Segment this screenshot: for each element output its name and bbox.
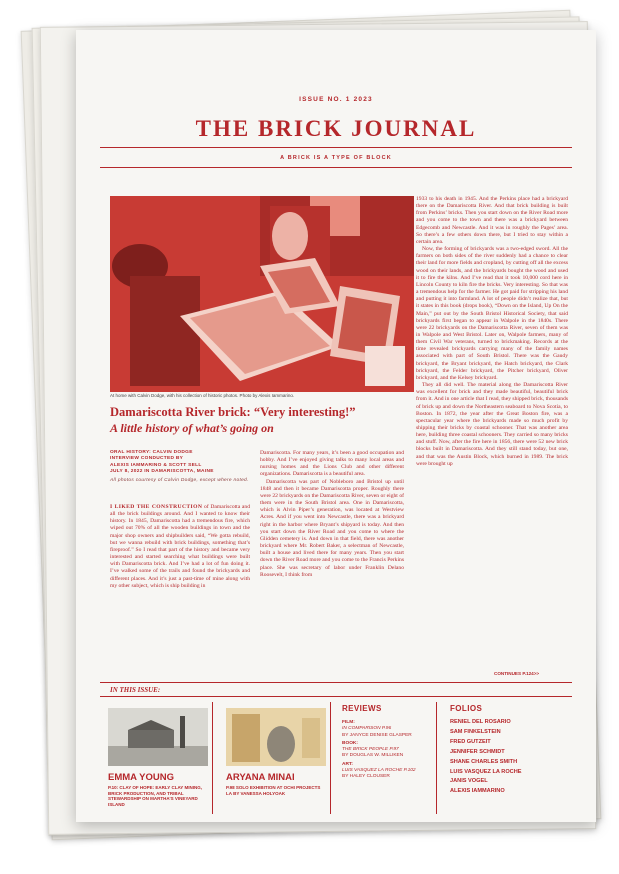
credit-line: ALEXIS IAMMARINO & SCOTT SELL bbox=[110, 462, 202, 468]
article-paragraph: Damariscotta was part of Nobleboro and Bristol up until 1848 and then it became Damariscotta proper. Roughly there were 22 brickyards on the Damariscotta River, seven or eight of them were in the South Bristol area. One in Damariscotta, which is Alvin Piper’s generation, was located at Westview Acres. And if you went into Newcastle, there was a brickyard right in the harbor where Bryant’s shipyard is today. And then you start down the River Road and you come to where the Glidden cemetery is. And down in that field, there was another brickyard where Mr. Robert Baker, a selectman of Newcastle, built a house and lived there for many years. Then you start down the River Road more and you come to the Francis Perkins place. She was secretary of labor under Franklin Delano Roosevelt, I think from bbox=[260, 478, 404, 578]
folio-name: LUIS VASQUEZ LA ROCHE bbox=[450, 768, 522, 775]
article-paragraph: 1933 to his death in 1945. And the Perkins place had a brickyard there on the Damariscotta River. And that brick building is built from Perkins’ bricks. Then you start down on the River Road more and you come to the town and there was a brickyard between Edgecomb and Newcastle. And it was in roughly the Pages’ area. So there’s a few others down there, but I tried to stay within a certain area. bbox=[416, 196, 568, 245]
masthead-title: THE BRICK JOURNAL bbox=[195, 116, 477, 141]
review-kind: FILM: bbox=[342, 720, 355, 725]
review-kind: BOOK: bbox=[342, 740, 358, 746]
clay-mining-illustration bbox=[108, 708, 208, 766]
folios-title: FOLIOS bbox=[450, 704, 483, 713]
article-subhead: A little history of what’s going on bbox=[110, 421, 274, 435]
folio-name: SHANE CHARLES SMITH bbox=[450, 758, 518, 765]
feature-name: ARYANA MINAI bbox=[226, 772, 295, 783]
folio-name: RENIEL DEL ROSARIO bbox=[450, 719, 511, 725]
newspaper-front-page bbox=[76, 30, 596, 822]
photo-caption: At home with Calvin Dodge, with his collection of historic photos. Photo by Alexis Iammarino. bbox=[110, 393, 295, 398]
review-title: THE BRICK PEOPLE P.97 bbox=[342, 747, 399, 753]
article-headline: Damariscotta River brick: “Very interesting!” bbox=[110, 405, 356, 419]
credit-line: ORAL HISTORY: CALVIN DODGE bbox=[110, 450, 193, 455]
folio-name: ALEXIS IAMMARINO bbox=[450, 788, 505, 795]
exhibition-photo bbox=[226, 708, 326, 766]
feature-name: EMMA YOUNG bbox=[108, 772, 174, 783]
masthead-rule-bottom bbox=[100, 167, 572, 168]
clay-mining-photo bbox=[108, 708, 208, 766]
article-paragraph: Now, the forming of brickyards was a two-edged sword. All the farmers on both sides of the river suddenly had a chance to clear their land for more fields and cropland, by cutting off all the excess wood on their lands, and the brickyards bought the wood and used it to fire the kilns. And I’ve read that it took 10,000 cord here in Lincoln County to kiln fire the bricks. Very interesting. So that was a tremendous help for the farmer. He got paid for stripping his land and putting it into farmland. A lot of people didn’t realize that, but it states in this book (drops book), “Down on the Island, Up On the Main,” put out by the South Bristol Historical Society, that said brickyards first began to appear in Walpole in the 1840s. There were 22 brickyards on the Damariscotta River, seven of them was in Walpole and West Bristol. Later on, Walpole farmers, many of them Civil War veterans, turned to brickmaking. Records at the time revealed brickyards carrying many of the family names associated with part of South Bristol. There was the Gaudy brickyard, the Bryant brickyard, the Hatch brickyard, the Clark brickyard, the Felder brickyard, the Pitcher brickyard, Oliver brickyard, and the Kelsey brickyard. bbox=[416, 246, 568, 381]
article-credits bbox=[110, 450, 250, 484]
article-text: of Damariscotta and all the brick buildings around. And I wanted to know their history. In 1845, Damariscotta had a tremendous fire, which wiped out 70% of all the wooden buildings in town and the major shop owners and shipbuilders said, “We gotta rebuild, but we wanna rebuild with brick buildings, something that’s fireproof.” So I read that part of the history and became very interested and started searching what buildings were built with Damariscotta brick. And I’ve had a lot of fun doing it. I’ve walked some of the trails and found the brickyards and different places. And it’s just a past-time of mine along with my other subject, which is ship building in bbox=[110, 504, 250, 589]
credit-line: JULY 8, 2022 IN DAMARISCOTTA, MAINE bbox=[110, 469, 214, 475]
tagline: A BRICK IS A TYPE OF BLOCK bbox=[280, 155, 392, 161]
review-author: BY JANYCE DENISE GLASPER bbox=[342, 732, 412, 738]
article-column-2 bbox=[260, 450, 404, 579]
review-title: IN COMPARISON P.96 bbox=[342, 726, 392, 732]
exhibition-illustration bbox=[226, 708, 326, 766]
feature-description: P.10: CLAY OF HOPE: EARLY CLAY MINING, BRICK PRODUCTION, AND TRIBAL STEWARDSHIP ON MARTHA’S VINEYARD ISLAND bbox=[108, 785, 202, 807]
feature-photo-illustration bbox=[110, 196, 414, 392]
review-kind: ART: bbox=[342, 761, 353, 767]
reviews-title: REVIEWS bbox=[342, 704, 382, 713]
photo-credit-note: All photos courtesy of Calvin Dodge, except where noted. bbox=[110, 477, 249, 483]
folio-name: JENNIFER SCHMIDT bbox=[450, 748, 505, 755]
article-paragraph: Damariscotta. For many years, it’s been a good occupation and hobby. And I’ve enjoyed giving talks to many local areas and nursing homes and the Lions Club and other different organizations. Damariscotta is a beautiful area. bbox=[260, 450, 404, 478]
review-title: LUIS VASQUEZ LA ROCHE P.102 bbox=[342, 768, 416, 774]
review-author: BY HALEY CLOUSER bbox=[342, 774, 390, 780]
folios-list bbox=[450, 718, 572, 797]
folio-name: JANIS VOGEL bbox=[450, 778, 488, 785]
reviews-list bbox=[342, 718, 434, 781]
in-this-issue-label: IN THIS ISSUE: bbox=[110, 686, 161, 694]
article-column-3 bbox=[416, 196, 568, 468]
feature-description: P.98 SOLO EXHIBITION AT OCHI PROJECTS LA BY VANESSA HOLYOAK bbox=[226, 785, 321, 796]
folios-section bbox=[442, 702, 572, 814]
feature-photo bbox=[110, 196, 414, 392]
masthead-rule-top bbox=[100, 147, 572, 148]
issue-number: ISSUE NO. 1 2023 bbox=[299, 96, 373, 103]
article-column-1 bbox=[110, 504, 250, 590]
section-rule bbox=[100, 682, 572, 683]
section-rule bbox=[100, 696, 572, 697]
continues-link: CONTINUES P.124>> bbox=[494, 671, 540, 676]
feature-card-emma-young bbox=[100, 702, 213, 814]
article-lead-in: I LIKED THE CONSTRUCTION bbox=[110, 504, 203, 510]
folio-name: SAM FINKELSTEIN bbox=[450, 728, 501, 735]
feature-card-aryana-minai bbox=[218, 702, 331, 814]
credit-line: INTERVIEW CONDUCTED BY bbox=[110, 456, 184, 462]
review-author: BY DOUGLAS W. MILLIKEN bbox=[342, 753, 404, 759]
folio-name: FRED GUTZEIT bbox=[450, 738, 491, 745]
article-paragraph: They all did well. The material along the Damariscotta River was excellent for brick and they made beautiful, beautiful brick from it. And in one article that I read, they shipped brick, thousands of brick up and down the Northeastern seaboard to Nova Scotia, to Boston. In 1872, the year after the Great Boston fire, was a spectacular year where the brickyards made so much profit by shipping their bricks by coastal schooner. That was another area here, building three coastal schooners. They carried so many bricks and stuff. Now, after the fire here in 1856, there were 52 new brick blocks built in Damariscotta. And they still stand today, but one, and that was the Austin Block, which burned in 1989. The brick were brought up bbox=[416, 382, 568, 467]
reviews-section bbox=[336, 702, 437, 814]
